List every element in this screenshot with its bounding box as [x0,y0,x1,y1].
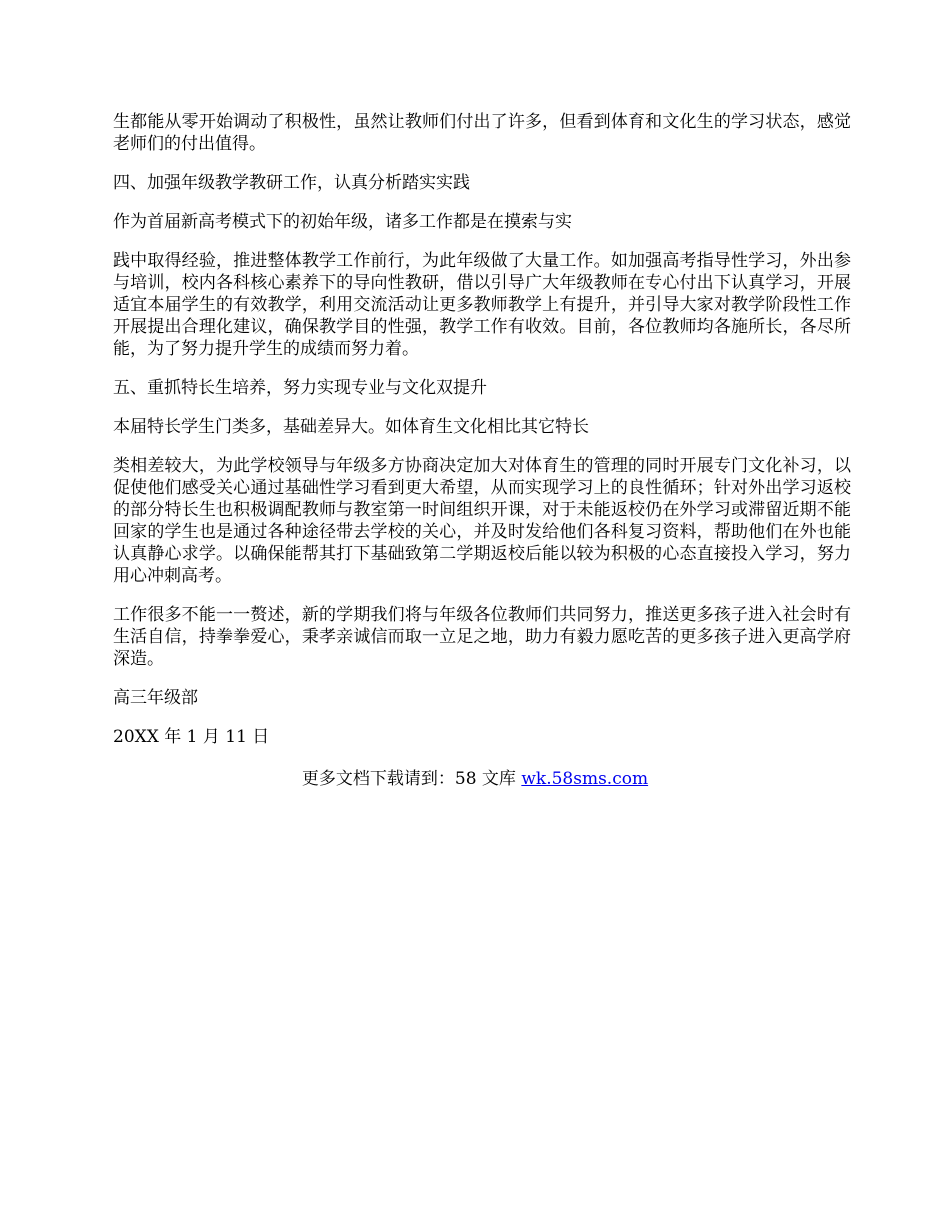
signature-department: 高三年级部 [113,688,198,708]
section-heading: 四、加强年级教学教研工作，认真分析踏实实践 [113,173,470,193]
signature-date: 20XX 年 1 月 11 日 [113,727,270,747]
section-heading: 五、重抓特长生培养，努力实现专业与文化双提升 [113,378,487,398]
download-footer [0,768,950,790]
footer-text: 更多文档下载请到：58 文库 [301,769,522,789]
paragraph: 践中取得经验，推进整体教学工作前行，为此年级做了大量工作。如加强高考指导性学习，外出参与培训，校内各科核心素养下的导向性教研，借以引导广大年级教师在专心付出下认真学习，开展适宜本届学生的有效教学，利用交流活动让更多教师教学上有提升，并引导大家对教学阶段性工作开展提出合理化建议，确保教学目的性强，教学工作有收效。目前，各位教师均各施所长，各尽所能，为了努力提升学生的成绩而努力着。 [113,251,851,359]
paragraph: 本届特长学生门类多，基础差异大。如体育生文化相比其它特长 [113,417,589,437]
paragraph: 类相差较大，为此学校领导与年级多方协商决定加大对体育生的管理的同时开展专门文化补习，以促使他们感受关心通过基础性学习看到更大希望，从而实现学习上的良性循环；针对外出学习返校的部分特长生也积极调配教师与教室第一时间组织开课，对于未能返校仍在外学习或滞留近期不能回家的学生也是通过各种途径带去学校的关心，并及时发给他们各科复习资料，帮助他们在外也能认真静心求学。以确保能帮其打下基础致第二学期返校后能以较为积极的心态直接投入学习，努力用心冲刺高考。 [113,456,851,586]
paragraph: 工作很多不能一一赘述，新的学期我们将与年级各位教师们共同努力，推送更多孩子进入社会时有生活自信，持拳拳爱心，秉孝亲诚信而取一立足之地，助力有毅力愿吃苦的更多孩子进入更高学府深造。 [113,605,851,669]
paragraph: 生都能从零开始调动了积极性，虽然让教师们付出了许多，但看到体育和文化生的学习状态，感觉老师们的付出值得。 [113,112,851,154]
paragraph: 作为首届新高考模式下的初始年级，诸多工作都是在摸索与实 [113,212,572,232]
footer-link[interactable]: wk.58sms.com [521,769,649,789]
document-body [113,111,851,765]
